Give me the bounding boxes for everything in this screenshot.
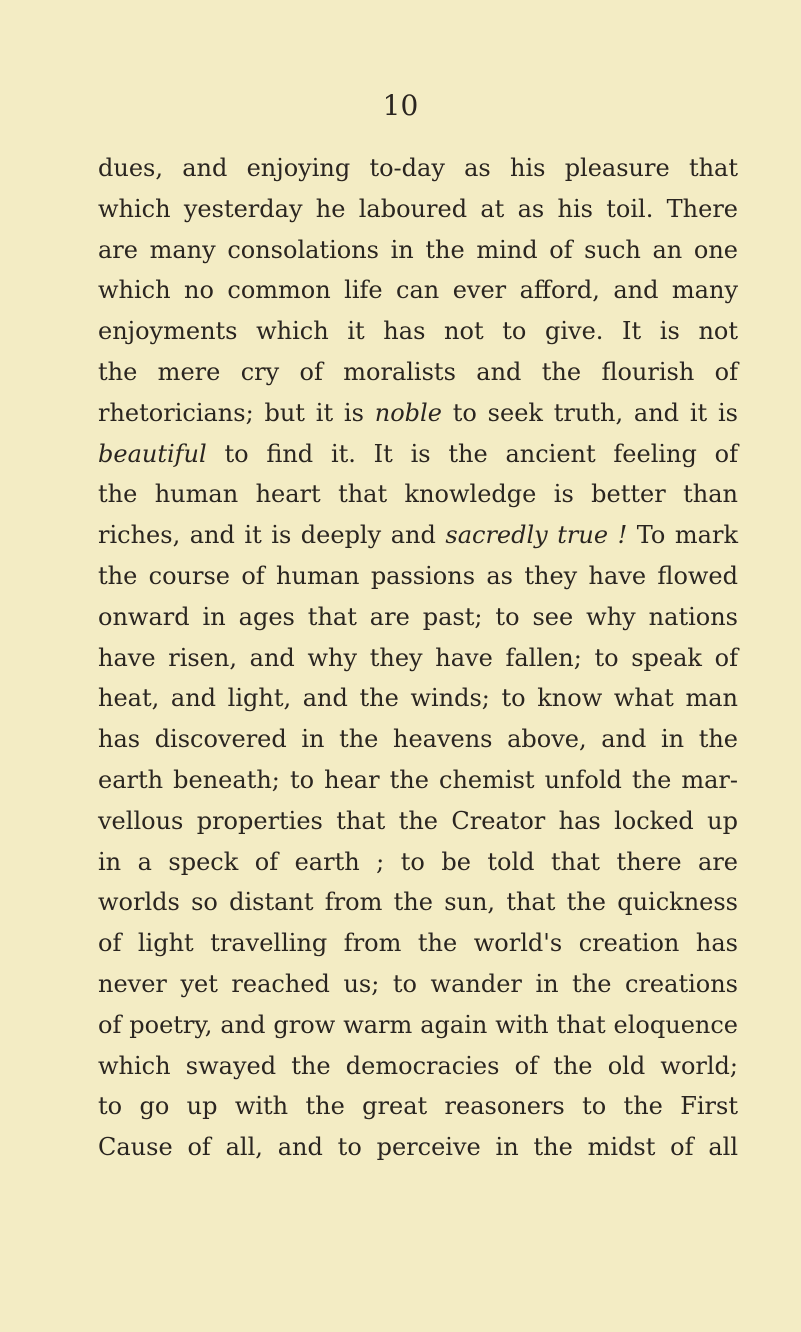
text-line: worlds so distant from the sun, that the quickness bbox=[98, 888, 738, 917]
text-line: are many consolations in the mind of such an one bbox=[98, 235, 738, 264]
text-line: heat, and light, and the winds; to know what man bbox=[98, 684, 738, 713]
text-line: which no common life can ever afford, and many bbox=[98, 276, 738, 305]
italic-emphasis: beautiful bbox=[98, 439, 207, 468]
text-line: which yesterday he laboured at as his toil. There bbox=[98, 194, 738, 223]
text-line: onward in ages that are past; to see why nations bbox=[98, 602, 738, 631]
text-line: dues, and enjoying to-day as his pleasure that bbox=[98, 154, 738, 182]
text-line: of light travelling from the world's creation has bbox=[98, 929, 738, 958]
text-line: the human heart that knowledge is better than bbox=[98, 480, 738, 509]
text-line: enjoyments which it has not to give. It is not bbox=[98, 317, 738, 346]
text-line: the mere cry of moralists and the flourish of bbox=[98, 357, 738, 386]
text-line: beautiful to find it. It is the ancient feeling of bbox=[98, 439, 738, 468]
italic-emphasis: noble bbox=[374, 398, 442, 427]
text-line: the course of human passions as they have flowed bbox=[98, 561, 738, 590]
text-line: Cause of all, and to perceive in the midst of all bbox=[98, 1133, 738, 1162]
text-line: to go up with the great reasoners to the First bbox=[98, 1092, 738, 1121]
text-line: of poetry, and grow warm again with that eloquence bbox=[98, 1010, 738, 1039]
italic-emphasis: sacredly true ! bbox=[445, 521, 628, 550]
text-line: has discovered in the heavens above, and in the bbox=[98, 725, 738, 754]
text-line: vellous properties that the Creator has locked up bbox=[98, 806, 738, 835]
body-text bbox=[98, 148, 738, 1168]
text-line: rhetoricians; but it is noble to seek truth, and it is bbox=[98, 398, 739, 427]
page-number: 10 bbox=[382, 89, 419, 122]
text-line: earth beneath; to hear the chemist unfold the mar- bbox=[98, 765, 738, 794]
text-line: have risen, and why they have fallen; to speak of bbox=[98, 643, 738, 672]
text-line: which swayed the democracies of the old world; bbox=[98, 1051, 738, 1080]
text-line: in a speck of earth ; to be told that there are bbox=[98, 847, 738, 876]
text-line: never yet reached us; to wander in the creations bbox=[98, 969, 738, 998]
text-line: riches, and it is deeply and sacredly true ! To mark bbox=[98, 521, 739, 550]
